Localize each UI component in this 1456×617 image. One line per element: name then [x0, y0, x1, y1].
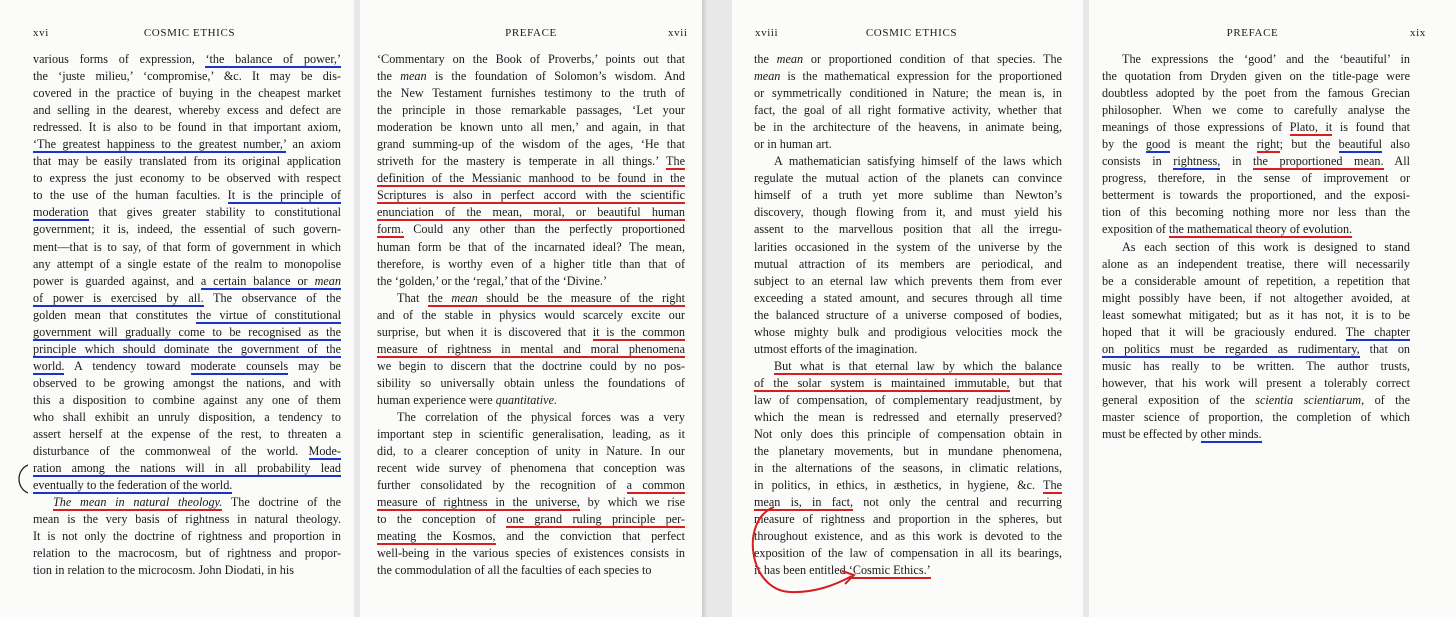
page-gap	[702, 0, 732, 617]
text-line: That the mean should be the measure of the right	[397, 290, 685, 305]
text-line: the planetary movements, but in mundane phenomena,	[754, 444, 1062, 459]
text-line: golden mean that constitutes the virtue of constitutional	[33, 307, 341, 322]
text-line: the principle in those remarkable passages, ‘Let your	[377, 103, 685, 118]
text-line: on politics must be regarded as rudimentary, that on	[1102, 341, 1410, 356]
text-line: of power is exercised by all. The observance of the	[33, 290, 341, 305]
text-line: It is not only the doctrine of rightness and proportion in	[33, 529, 341, 544]
page-number: xviii	[755, 27, 779, 39]
pen-underline: Plato, it	[1289, 120, 1333, 135]
text-line: well-being in the various species of existences consists in	[377, 546, 685, 561]
pen-underline: Scriptures is also in perfect accord with the scientific	[377, 188, 685, 203]
pen-underline: measure of rightness in mental and moral phenomena	[377, 341, 685, 356]
text-line: larities occasioned in the system of the universe by the	[754, 239, 1062, 254]
pen-underline: meating the Kosmos,	[377, 529, 496, 544]
book-page-xvii	[360, 0, 702, 617]
text-line: disturbance of the commonweal of the world. Mode-	[33, 444, 341, 459]
text-line: this a disposition to combine against any one of them	[33, 392, 341, 407]
text-line	[377, 187, 685, 204]
page-text	[33, 51, 341, 579]
pen-underline: a certain balance or mean	[200, 273, 341, 288]
text-line: further consolidated by the recognition of a common	[377, 478, 685, 493]
text-line: sibility so universally obtain unless the foundations of	[377, 375, 685, 390]
pen-underline: definition of the Messianic manhood to be found in the	[377, 171, 685, 186]
text-line: did, to a clearer conception of unity in Nature. In our	[377, 444, 685, 459]
text-line: fact, the goal of all right formative activity, whether that	[754, 103, 1062, 118]
text-line: to the use of the human faculties. It is the principle of	[33, 188, 341, 203]
pen-underline: the virtue of constitutional	[196, 307, 341, 322]
text-line	[377, 204, 685, 221]
text-line: ‘The greatest happiness to the greatest number,’ an axiom	[33, 137, 341, 152]
text-line: that may be easily translated from its original application	[33, 154, 341, 169]
text-line: assent to the marvellous position that all the irregu-	[754, 222, 1062, 237]
header-title: COSMIC ETHICS	[865, 27, 958, 39]
text-line: to express the just economy to be observed with respect	[33, 171, 341, 186]
book-page-xix	[1089, 0, 1456, 617]
text-line: in the alternations of the seasons, in climatic relations,	[754, 461, 1062, 476]
text-line: the ‘juste milieu,’ ‘compromise,’ &c. It may be dis-	[33, 69, 341, 84]
text-line: grand summing-up of the wisdom of the ages, ‘He that	[377, 137, 685, 152]
pen-underline: principle which should dominate the government of the	[33, 341, 341, 356]
text-line: general exposition of the scientia scientiarum, of the	[1102, 392, 1410, 407]
text-line: the mean or proportioned condition of that species. The	[754, 52, 1062, 66]
pen-underline: measure of rightness in the universe,	[377, 495, 580, 510]
text-line: the quotation from Dryden given on the title-page were	[1102, 69, 1410, 84]
text-line: mean is, in fact, not only the central and recurring	[754, 495, 1062, 510]
text-line: and of the stable in physics would scarcely excite our	[377, 307, 685, 322]
text-line: philosopher. When we come to carefully analyse the	[1102, 103, 1410, 118]
text-line	[377, 170, 685, 187]
pen-underline: Mode-	[308, 444, 341, 459]
page-number: xix	[1410, 27, 1426, 39]
pen-underline: one grand ruling principle per-	[506, 512, 685, 527]
text-line: which the mean is redressed and eternally preserved?	[754, 409, 1062, 424]
pen-underline: rightness,	[1173, 154, 1221, 169]
pen-underline: moderate counsels	[190, 358, 289, 373]
pen-underline: of power is exercised by all.	[33, 290, 204, 305]
text-line: surprise, but when it is discovered that it is the common	[377, 324, 685, 339]
text-line: regulate the mutual action of the planets can convince	[754, 171, 1062, 186]
text-line: mean is the very basis of rightness in natural theology.	[33, 512, 341, 527]
text-line: mean is the mathematical expression for the proportioned	[754, 69, 1062, 84]
text-line: Not only does this principle of compensation obtain in	[754, 427, 1062, 442]
text-line: or in human art.	[754, 137, 832, 152]
page-text	[754, 51, 1062, 579]
pen-underline: ‘Cosmic Ethics.’	[848, 563, 931, 578]
text-line: tion of this becoming nothing more nor less than the	[1102, 205, 1410, 220]
running-header	[732, 27, 1083, 43]
text-line: doubtless adopted by the poet from the famous Grecian	[1102, 86, 1410, 101]
text-line: whose mighty bulk and prodigious velocities mock the	[754, 324, 1062, 339]
text-line: betterment is towards the proportioned, and the exposi-	[1102, 188, 1410, 203]
text-line: assert herself at the expense of the rest, to threaten a	[33, 427, 341, 442]
pen-underline: The chapter	[1345, 324, 1410, 339]
text-line: might possibly have been, if not altogether avoided, at	[1102, 290, 1410, 305]
text-line: law of compensation, of complementary readjustment, by	[754, 392, 1062, 407]
pen-underline: government will gradually come to be recognised as the	[33, 324, 341, 339]
text-line: be a considerable amount of repetition, a repetition that	[1102, 273, 1410, 288]
pen-underline: it is the common	[592, 324, 685, 339]
text-line: measure of rightness and proportion in the spheres, but	[754, 512, 1062, 527]
page-number: xvi	[33, 27, 49, 39]
text-line: covered in the practice of buying in the cheapest market	[33, 86, 341, 101]
text-line: to the conception of one grand ruling principle per-	[377, 512, 685, 527]
text-line: important step in scientific generalisation, leading, as it	[377, 427, 685, 442]
text-line: must be effected by other minds.	[1102, 427, 1262, 442]
text-line: human experience were quantitative.	[377, 392, 558, 407]
text-line: by the good is meant the right; but the beautiful also	[1102, 137, 1410, 152]
text-line: government; it is, indeed, the essential of such govern-	[33, 222, 341, 237]
text-line: discovery, though flowing from it, and must yield his	[754, 205, 1062, 220]
text-line: meanings of those expressions of Plato, it is found that	[1102, 120, 1410, 135]
text-line: master science of proportion, the completion of which	[1102, 409, 1410, 424]
pen-underline: of the solar system is maintained immutable,	[754, 375, 1010, 390]
text-line	[33, 477, 341, 494]
text-line	[33, 460, 341, 477]
text-line: progress, therefore, in the sense of improvement or	[1102, 171, 1410, 186]
text-line: consists in rightness, in the proportioned mean. All	[1102, 154, 1410, 169]
pen-underline: on politics must be regarded as rudimentary,	[1102, 341, 1360, 356]
text-line: utmost efforts of the imagination.	[754, 341, 918, 356]
text-line: and selling in the dearest, whereby excess and defect are	[33, 103, 341, 118]
pen-underline: the mean should be the measure of the right	[427, 290, 685, 305]
pen-underline: right	[1256, 137, 1280, 152]
text-line: exposition of the law of compensation in all its bearings,	[754, 546, 1062, 561]
text-line: in politics, in ethics, in æsthetics, in hygiene, &c. The	[754, 478, 1062, 493]
text-line	[33, 324, 341, 341]
pen-underline: a common	[626, 478, 685, 493]
text-line: recent wide survey of phenomena that conception was	[377, 461, 685, 476]
text-line: we begin to discern that the doctrine could by no pos-	[377, 358, 685, 373]
text-line: striveth for the mastery is temperate in all things.’ The	[377, 154, 685, 169]
pen-underline: form.	[377, 222, 404, 237]
pen-underline: enunciation of the mean, moral, or beautiful human	[377, 205, 685, 220]
text-line: subject to an eternal law which prevents them from ever	[754, 273, 1062, 288]
text-line: mutual attraction of its members are periodical, and	[754, 256, 1062, 271]
header-title: COSMIC ETHICS	[143, 27, 236, 39]
text-line: therefore, is worthy even of a higher title than that of	[377, 256, 685, 271]
text-line: world. A tendency toward moderate counsels may be	[33, 358, 341, 373]
pen-underline: the proportioned mean.	[1253, 154, 1384, 169]
pen-underline: The	[1043, 478, 1062, 493]
pen-underline: It is the principle of	[227, 188, 341, 203]
text-line: the New Testament furnishes testimony to the truth of	[377, 86, 685, 101]
text-line: however, that his work will present a tolerably correct	[1102, 375, 1410, 390]
text-line: it has been entitled ‘Cosmic Ethics.’	[754, 563, 931, 578]
page-number: xvii	[668, 27, 688, 39]
text-line: who shall exhibit an unruly disposition, a tendency to	[33, 409, 341, 424]
text-line: The expressions the ‘good’ and the ‘beautiful’ in	[1122, 52, 1410, 66]
text-line: himself of a truth yet more sublime than Newton’s	[754, 188, 1062, 203]
pen-underline: ‘the balance of power,’	[205, 52, 341, 66]
book-page-xvi	[0, 0, 354, 617]
text-line: exceeding a stated amount, and secures through all time	[754, 290, 1062, 305]
pen-underline: moderation	[33, 205, 89, 220]
text-line: least somewhat mitigated; but as it has not, it is to be	[1102, 307, 1410, 322]
text-line: or symmetrically conditioned in Nature; the mean is, in	[754, 86, 1062, 101]
text-line: the balanced structure of a universe composed of bodies,	[754, 307, 1062, 322]
running-header	[0, 27, 354, 43]
pen-underline: world.	[33, 358, 65, 373]
text-line: ‘Commentary on the Book of Proverbs,’ points out that	[377, 52, 685, 66]
page-text	[377, 51, 685, 579]
text-line: human form be that of the incarnated ideal? The mean,	[377, 239, 685, 254]
text-line	[377, 341, 685, 358]
pen-underline: good	[1145, 137, 1171, 152]
text-line: moderation that gives greater stability to constitutional	[33, 205, 341, 220]
book-page-xviii	[732, 0, 1083, 617]
pen-underline: The	[666, 154, 685, 169]
pen-underline: mean is, in fact,	[754, 495, 854, 510]
text-line: As each section of this work is designed to stand	[1122, 239, 1410, 254]
text-line: the ‘golden,’ or the ‘regal,’ that of the ‘Divine.’	[377, 273, 608, 288]
text-line: the commodulation of all the faculties of each species to	[377, 563, 652, 578]
text-line: exposition of the mathematical theory of evolution.	[1102, 222, 1353, 237]
text-line: throughout existence, and as this work is devoted to the	[754, 529, 1062, 544]
text-line	[33, 341, 341, 358]
text-line	[754, 358, 1062, 375]
text-line: relation to the macrocosm, but of rightness and propor-	[33, 546, 341, 561]
text-line: A mathematician satisfying himself of the laws which	[774, 154, 1062, 169]
text-line: meating the Kosmos, and the conviction that perfect	[377, 529, 685, 544]
text-line: The mean in natural theology. The doctrine of the	[53, 495, 341, 510]
text-line: of the solar system is maintained immutable, but that	[754, 375, 1062, 390]
pen-underline: other minds.	[1200, 427, 1262, 442]
pen-underline: beautiful	[1338, 137, 1382, 152]
pen-underline: ration among the nations will in all probability lead	[33, 461, 341, 476]
header-title: PREFACE	[1226, 27, 1279, 39]
text-line: any attempt of a single estate of the realm to monopolise	[33, 256, 341, 271]
running-header	[360, 27, 702, 43]
text-line: form. Could any other than the perfectly proportioned	[377, 222, 685, 237]
pen-underline: The mean in natural theology.	[53, 495, 223, 510]
running-header	[1089, 27, 1456, 43]
text-line: be in the architecture of the heavens, in animate being,	[754, 120, 1062, 135]
text-line: ment—that is to say, of that form of government in which	[33, 239, 341, 254]
text-line: tion in relation to the microcosm. John Diodati, in his	[33, 563, 294, 578]
text-line: The correlation of the physical forces was a very	[397, 409, 685, 424]
text-line: various forms of expression, ‘the balance of power,’	[33, 52, 341, 66]
text-line: moderation be known unto all men,’ and again, in that	[377, 120, 685, 135]
text-line: music has really to be written. The author trusts,	[1102, 358, 1410, 373]
pen-underline: But what is that eternal law by which the balance	[774, 358, 1062, 373]
header-title: PREFACE	[505, 27, 557, 39]
text-line: measure of rightness in the universe, by which we rise	[377, 495, 685, 510]
text-line: hoped that it will be graciously endured. The chapter	[1102, 324, 1410, 339]
pen-underline: eventually to the federation of the world.	[33, 478, 233, 493]
text-line: the mean is the foundation of Solomon’s wisdom. And	[377, 69, 685, 84]
text-line: redressed. It is also to be found in that important axiom,	[33, 120, 341, 135]
text-line: alone as an independent treatise, there will necessarily	[1102, 256, 1410, 271]
text-line: power is guarded against, and a certain balance or mean	[33, 273, 341, 288]
page-text	[1102, 51, 1410, 443]
pen-underline: ‘The greatest happiness to the greatest number,’	[33, 137, 287, 152]
pen-underline: the mathematical theory of evolution.	[1169, 222, 1353, 237]
text-line: observed to be growing amongst the nations, and with	[33, 375, 341, 390]
